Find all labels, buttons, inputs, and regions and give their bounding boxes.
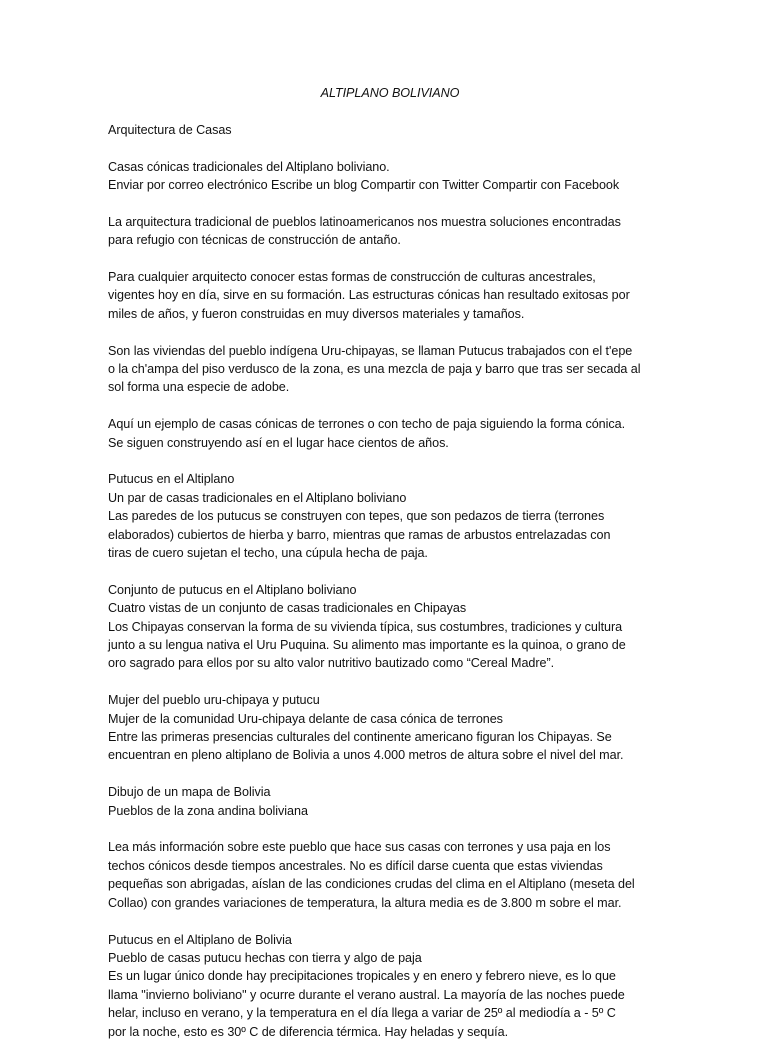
paragraph-line: Un par de casas tradicionales en el Altiplano boliviano [108,490,407,505]
paragraph-line: La arquitectura tradicional de pueblos latinoamericanos nos muestra soluciones encontradas [108,214,621,229]
paragraph-line: Se siguen construyendo así en el lugar hace cientos de años. [108,435,449,450]
paragraph-line: Aquí un ejemplo de casas cónicas de terrones o con techo de paja siguiendo la forma cónica. [108,417,626,432]
paragraph-line: vigentes hoy en día, sirve en su formación. Las estructuras cónicas han resultado exitosas por [108,288,630,303]
paragraph-line: Casas cónicas tradicionales del Altiplano boliviano. [108,159,390,174]
paragraph-line: Putucus en el Altiplano [108,472,235,487]
paragraph-line: Mujer del pueblo uru-chipaya y putucu [108,693,320,708]
paragraph-line: Las paredes de los putucus se construyen con tepes, que son pedazos de tierra (terrones [108,509,605,524]
paragraph-ejemplo-casas-conicas [108,415,658,452]
paragraph-mujer-uru-chipaya [108,691,658,765]
paragraph-line: Dibujo de un mapa de Bolivia [108,785,271,800]
paragraph-putucus-en-el-altiplano [108,470,658,562]
document-page [108,84,658,1059]
paragraph-line: tiras de cuero sujetan el techo, una cúpula hecha de paja. [108,546,428,561]
paragraph-line: Entre las primeras presencias culturales del continente americano figuran los Chipayas. Se [108,730,612,745]
paragraph-line: para refugio con técnicas de construcción de antaño. [108,233,401,248]
paragraph-para-cualquier-arquitecto [108,268,658,323]
paragraph-line: sol forma una especie de adobe. [108,380,290,395]
document-title: ALTIPLANO BOLIVIANO [320,86,460,100]
paragraph-casas-conicas [108,158,658,195]
paragraph-line: Putucus en el Altiplano de Bolivia [108,932,292,947]
paragraph-line: Cuatro vistas de un conjunto de casas tradicionales en Chipayas [108,601,467,616]
paragraph-line: Lea más información sobre este pueblo que hace sus casas con terrones y usa paja en los [108,840,611,855]
paragraph-lea-mas-informacion [108,838,658,912]
paragraph-line: techos cónicos desde tiempos ancestrales. No es difícil darse cuenta que estas viviendas [108,858,603,873]
paragraph-line: encuentran en pleno altiplano de Bolivia a unos 4.000 metros de altura sobre el nivel del mar. [108,748,624,763]
paragraph-putucus-de-bolivia [108,931,658,1041]
paragraph-line: o la ch'ampa del piso verdusco de la zona, es una mezcla de paja y barro que tras ser secada al [108,362,641,377]
paragraph-line: Pueblo de casas putucu hechas con tierra y algo de paja [108,950,422,965]
paragraph-arquitectura-tradicional [108,213,658,250]
paragraph-line: miles de años, y fueron construidas en muy diversos materiales y tamaños. [108,306,525,321]
paragraph-line: Conjunto de putucus en el Altiplano boliviano [108,582,357,597]
paragraph-line: Son las viviendas del pueblo indígena Uru-chipayas, se llaman Putucus trabajados con el t'epe [108,343,633,358]
paragraph-line: Enviar por correo electrónico Escribe un blog Compartir con Twitter Compartir con Facebook [108,178,620,192]
paragraph-line: Mujer de la comunidad Uru-chipaya delante de casa cónica de terrones [108,711,503,726]
paragraph-line: Collao) con grandes variaciones de temperatura, la altura media es de 3.800 m sobre el mar. [108,895,622,910]
paragraph-line: junto a su lengua nativa el Uru Puquina. Su alimento mas importante es la quinoa, o grano de [108,638,626,653]
paragraph-line: helar, incluso en verano, y la temperatura en el día llega a variar de 25º al mediodía a - 5º C [108,1006,616,1021]
paragraph-arquitectura-de-casas [108,121,658,139]
paragraph-mapa-de-bolivia [108,783,658,820]
paragraph-line: Los Chipayas conservan la forma de su vivienda típica, sus costumbres, tradiciones y cultura [108,619,623,634]
paragraph-conjunto-de-putucus [108,581,658,673]
paragraph-line: llama "invierno boliviano" y ocurre durante el verano austral. La mayoría de las noches puede [108,987,625,1002]
paragraph-line: elaborados) cubiertos de hierba y barro, mientras que ramas de arbustos entrelazadas con [108,527,611,542]
paragraph-line: Para cualquier arquitecto conocer estas formas de construcción de culturas ancestrales, [108,270,596,284]
paragraph-line: por la noche, esto es 30º C de diferencia térmica. Hay heladas y sequía. [108,1024,509,1039]
paragraph-line: pequeñas son abrigadas, aíslan de las condiciones crudas del clima en el Altiplano (meseta del [108,877,635,892]
paragraph-viviendas-uru-chipayas [108,342,658,397]
paragraph-line: oro sagrado para ellos por su alto valor nutritivo bautizado como “Cereal Madre”. [108,656,555,671]
paragraph-line: Pueblos de la zona andina boliviana [108,803,308,818]
paragraph-line: Arquitectura de Casas [108,122,232,137]
paragraph-line: Es un lugar único donde hay precipitaciones tropicales y en enero y febrero nieve, es lo que [108,969,616,984]
